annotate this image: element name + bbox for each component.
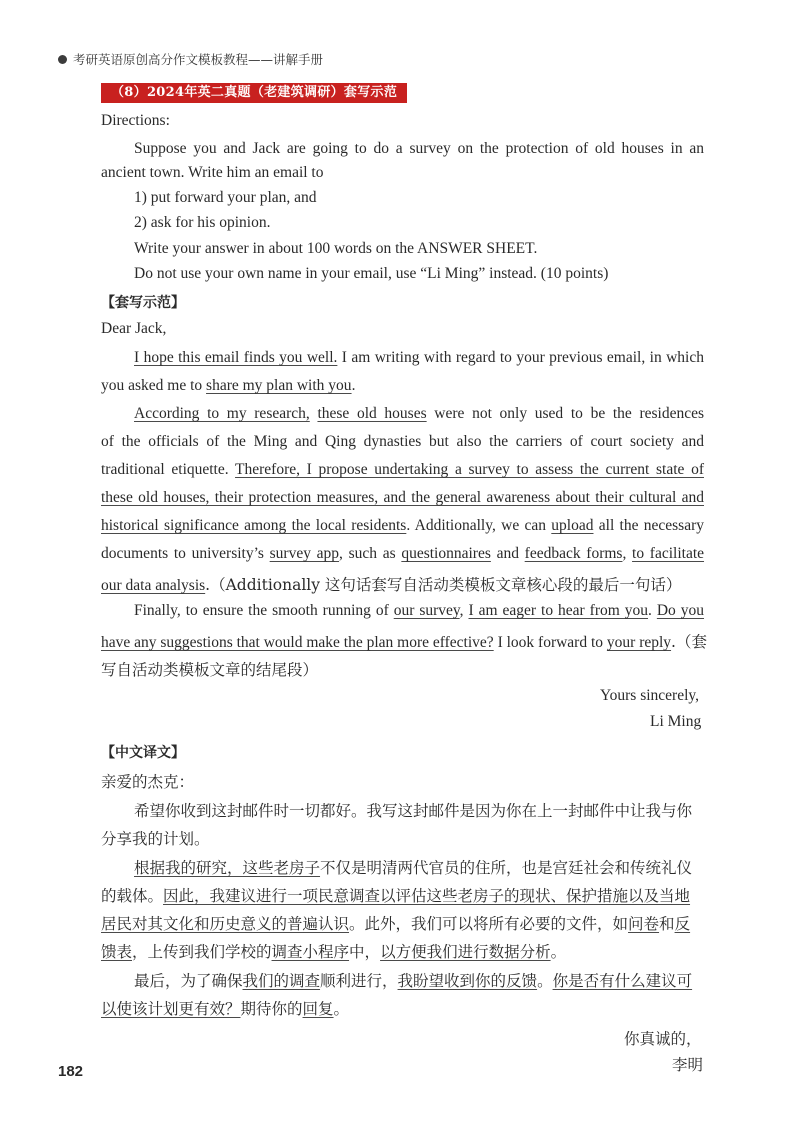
- letter-line: [101, 461, 704, 479]
- letter-line: [134, 405, 704, 423]
- translation-line: [101, 912, 690, 934]
- underlined-phrase: our survey: [393, 602, 460, 619]
- letter-line: 写自活动类模板文章的结尾段）: [101, 661, 319, 679]
- text-span: 。: [537, 972, 553, 990]
- text-span: I look forward to: [493, 634, 607, 651]
- underlined-phrase: 你是否有什么建议可: [552, 972, 693, 990]
- text-span: 期待你的: [240, 1000, 303, 1018]
- letter-closing: Yours sincerely,: [600, 687, 700, 704]
- letter-line: [101, 573, 681, 595]
- text-span: 和: [659, 915, 675, 933]
- underlined-phrase: have any suggestions that would make the plan more effective?: [101, 634, 494, 651]
- underlined-phrase: feedback forms: [524, 545, 623, 562]
- text-span: 中，: [349, 943, 381, 961]
- translation-line: [101, 940, 566, 962]
- directions-item: 2) ask for his opinion.: [134, 214, 271, 231]
- underlined-phrase: Therefore, I propose undertaking a survey to assess the current state of: [235, 461, 704, 478]
- text-span: 顺利进行，: [320, 972, 398, 990]
- underlined-phrase: these old houses, their protection measures, and the general awareness about their cultural and: [101, 489, 704, 506]
- running-header: [58, 50, 323, 68]
- text-span: .（套: [671, 633, 707, 651]
- text-span: 最后，为了确保: [134, 972, 243, 990]
- underlined-phrase: share my plan with you: [206, 377, 352, 394]
- text-span: 。: [333, 1000, 350, 1018]
- text-span: I am writing with regard to your previous email, in which: [337, 349, 704, 366]
- text-span: . Additionally, we can: [406, 517, 552, 534]
- translation-signature: 李明: [672, 1056, 704, 1074]
- text-span: all the necessary: [593, 517, 705, 534]
- text-span: were not only used to be the residences: [426, 405, 705, 422]
- letter-line: of the officials of the Ming and Qing dynasties but also the carriers of court society and: [101, 433, 704, 450]
- directions-text: Do not use your own name in your email, use “Li Ming” instead. (10 points): [134, 265, 609, 282]
- translation-line: [101, 997, 349, 1019]
- letter-line: [101, 517, 704, 535]
- letter-line: [134, 349, 704, 367]
- translation-line: [134, 856, 692, 878]
- underlined-phrase: 根据我的研究，: [134, 859, 243, 877]
- text-span: you asked me to: [101, 377, 207, 394]
- underlined-phrase: Do you: [656, 602, 705, 619]
- text-span: ，上传到我们学校的: [132, 943, 272, 961]
- underlined-phrase: historical significance among the local residents: [101, 517, 407, 534]
- underlined-phrase: 我们的调查: [242, 972, 321, 990]
- letter-signature: Li Ming: [650, 713, 702, 730]
- text-span: and: [490, 545, 525, 562]
- underlined-phrase: According to my research,: [134, 405, 310, 422]
- letter-line: [134, 602, 704, 620]
- underlined-phrase: upload: [551, 517, 594, 534]
- text-span: ,: [459, 602, 469, 619]
- underlined-phrase: 居民对其文化和历史意义的普遍认识: [101, 915, 350, 933]
- underlined-phrase: 以方便我们进行数据分析: [380, 943, 551, 961]
- translation-line: 希望你收到这封邮件时一切都好。我写这封邮件是因为你在上一封邮件中让我与你: [134, 802, 693, 820]
- underlined-phrase: 问卷: [628, 915, 660, 933]
- text-span: .: [351, 377, 356, 394]
- underlined-phrase: 回复: [302, 1000, 334, 1018]
- page-number: 182: [58, 1063, 84, 1080]
- text-span: .（Additionally 这句话套写自活动类模板文章核心段的最后一句话）: [205, 576, 682, 594]
- text-span: , such as: [339, 545, 402, 562]
- underlined-phrase: 这些老房子: [242, 859, 321, 877]
- text-span: .: [648, 602, 657, 619]
- text-span: Finally, to ensure the smooth running of: [134, 602, 394, 619]
- letter-line: [101, 377, 355, 395]
- underlined-phrase: 反: [674, 915, 691, 933]
- text-span: ,: [622, 545, 633, 562]
- underlined-phrase: 调查小程序: [271, 943, 350, 961]
- text-span: traditional etiquette.: [101, 461, 236, 478]
- header-title: 考研英语原创高分作文模板教程——讲解手册: [73, 52, 324, 67]
- underlined-phrase: 馈表: [101, 943, 133, 961]
- underlined-phrase: I am eager to hear from you: [468, 602, 649, 619]
- underlined-phrase: these old houses: [317, 405, 427, 422]
- letter-line: [101, 545, 704, 563]
- translation-line: 分享我的计划。: [101, 830, 210, 848]
- text-span: 不仅是明清两代官员的住所，也是宫廷社会和传统礼仪: [320, 859, 693, 877]
- underlined-phrase: survey app: [269, 545, 340, 562]
- text-span: 的载体。: [101, 887, 164, 905]
- section-banner: （8）2024年英二真题（老建筑调研）套写示范: [101, 83, 407, 103]
- text-span: 。: [550, 943, 567, 961]
- directions-text: ancient town. Write him an email to: [101, 164, 324, 181]
- text-span: 。此外，我们可以将所有必要的文件，如: [349, 915, 629, 933]
- underlined-phrase: 因此，我建议进行一项民意调查以评估这些老房子的现状、保护措施以及当地: [163, 887, 691, 905]
- underlined-phrase: 以使该计划更有效？: [101, 1000, 241, 1018]
- translation-closing: 你真诚的，: [624, 1030, 702, 1048]
- directions-item: 1) put forward your plan, and: [134, 189, 317, 206]
- directions-text: Write your answer in about 100 words on the ANSWER SHEET.: [134, 240, 538, 257]
- underlined-phrase: I hope this email finds you well.: [134, 349, 338, 366]
- bullet-dot-icon: [58, 55, 67, 64]
- directions-text: Suppose you and Jack are going to do a survey on the protection of old houses in an: [134, 140, 704, 157]
- directions-label: Directions:: [101, 112, 170, 129]
- letter-line: [101, 630, 707, 652]
- translation-tag: 【中文译文】: [101, 745, 185, 761]
- underlined-phrase: our data analysis: [101, 577, 206, 594]
- translation-line: [134, 969, 692, 991]
- letter-salutation: Dear Jack,: [101, 320, 167, 337]
- underlined-phrase: to facilitate: [632, 545, 705, 562]
- translation-salutation: 亲爱的杰克：: [101, 773, 195, 791]
- text-span: documents to university’s: [101, 545, 270, 562]
- underlined-phrase: 我盼望收到你的反馈: [397, 972, 538, 990]
- sample-tag: 【套写示范】: [101, 295, 185, 311]
- underlined-phrase: questionnaires: [401, 545, 491, 562]
- underlined-phrase: your reply: [606, 634, 672, 651]
- translation-line: [101, 884, 690, 906]
